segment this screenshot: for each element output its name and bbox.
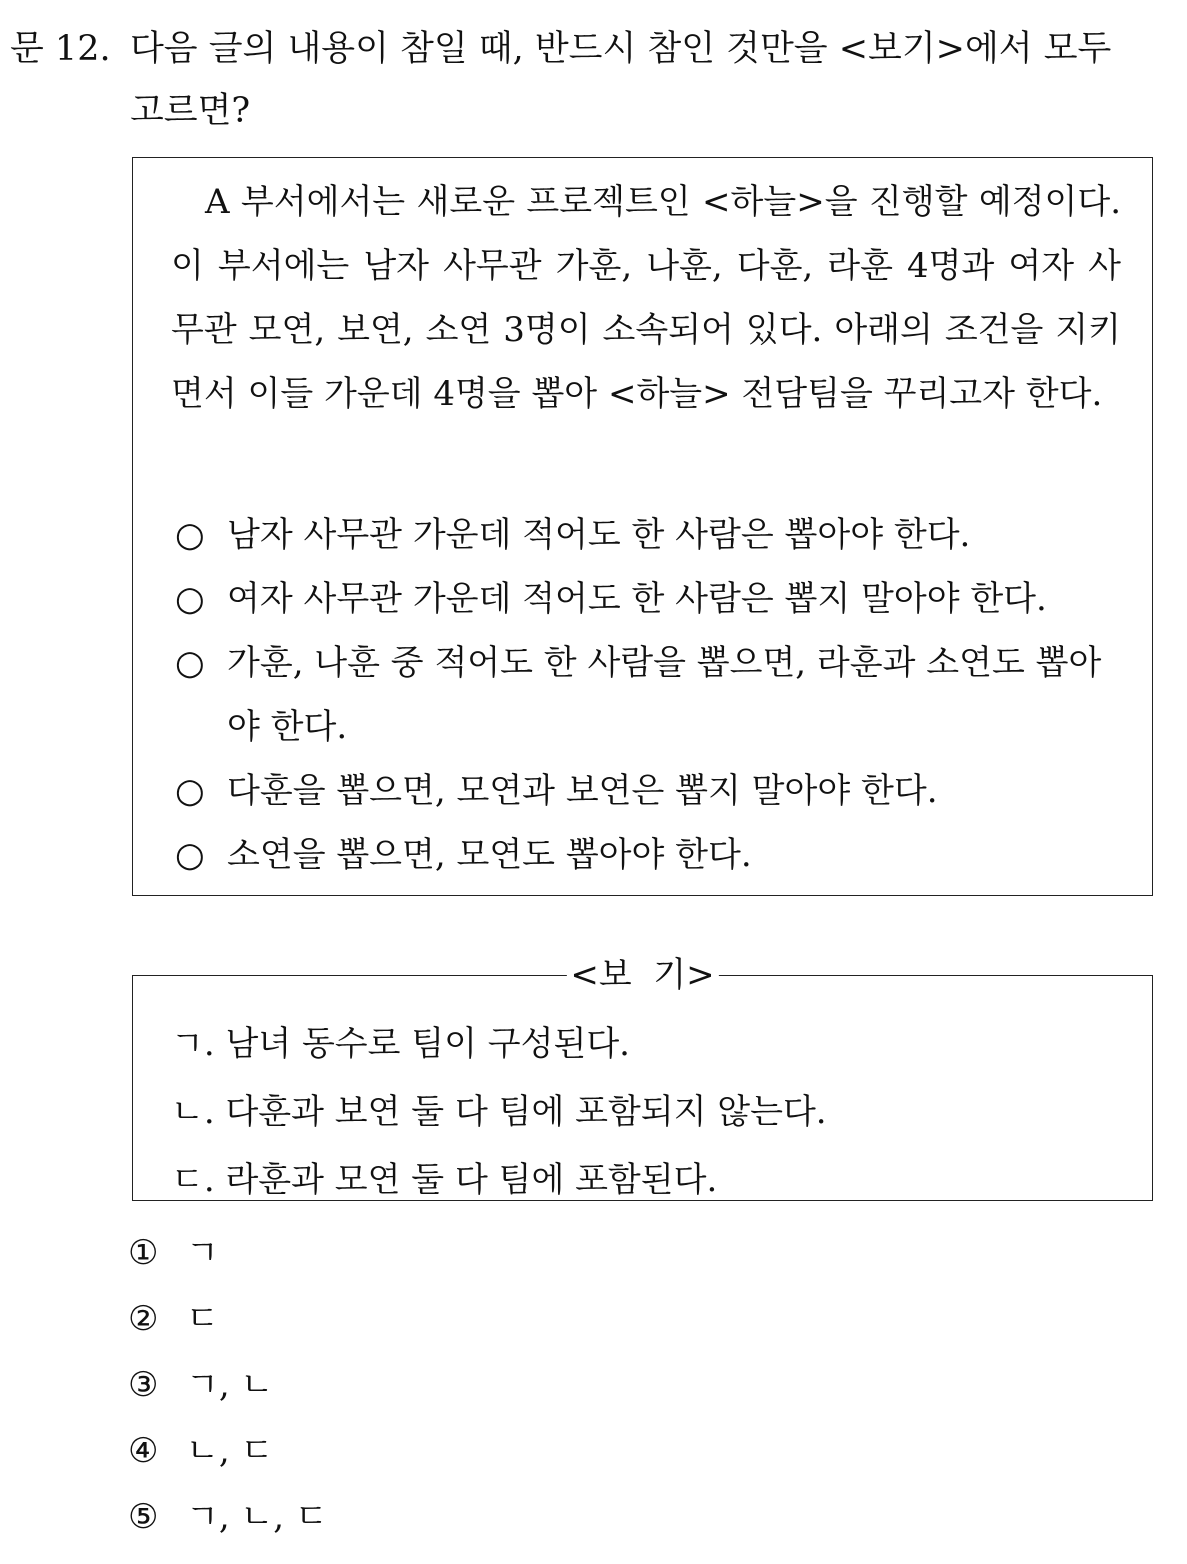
- condition-text: 가훈, 나훈 중 적어도 한 사람을 뽑으면, 라훈과 소연도 뽑아야 한다.: [227, 643, 1102, 747]
- choice-number: ③: [128, 1365, 159, 1405]
- passage-box: [132, 157, 1153, 896]
- choice-number: ②: [128, 1299, 159, 1339]
- answer-choice-2[interactable]: [128, 1286, 328, 1352]
- condition-item: [171, 759, 1131, 823]
- choice-number: ①: [128, 1233, 159, 1273]
- condition-list: [171, 503, 1131, 887]
- choice-text: ㄱ, ㄴ: [186, 1365, 274, 1405]
- bogi-item: ㄴ. 다훈과 보연 둘 다 팀에 포함되지 않는다.: [171, 1092, 827, 1132]
- circle-bullet-icon: ○: [175, 643, 205, 683]
- choice-number: ⑤: [128, 1497, 159, 1537]
- bogi-item: ㄷ. 라훈과 모연 둘 다 팀에 포함된다.: [171, 1160, 718, 1200]
- condition-item: [171, 503, 1131, 567]
- condition-item: [171, 567, 1131, 631]
- answer-choice-4[interactable]: [128, 1418, 328, 1484]
- bogi-title: <보 기>: [566, 950, 718, 1000]
- answer-choice-5[interactable]: [128, 1484, 328, 1550]
- bogi-list: [171, 1010, 827, 1214]
- question-number: 문 12.: [10, 29, 111, 69]
- answer-choices: [128, 1220, 328, 1550]
- choice-number: ④: [128, 1431, 159, 1471]
- circle-bullet-icon: ○: [175, 515, 205, 555]
- question-text-line2: 고르면?: [130, 91, 251, 131]
- choice-text: ㄱ, ㄴ, ㄷ: [186, 1497, 328, 1537]
- condition-text: 다훈을 뽑으면, 모연과 보연은 뽑지 말아야 한다.: [227, 771, 938, 811]
- passage-paragraph: A 부서에서는 새로운 프로젝트인 <하늘>을 진행할 예정이다. 이 부서에는 남자 사무관 가훈, 나훈, 다훈, 라훈 4명과 여자 사무관 모연, 보연, 소연 3명이 소속되어 있다. 아래의 조건을 지키면서 이들 가운데 4명을 뽑아 <하늘> 전담팀을 꾸리고자 한다.: [171, 182, 1121, 414]
- condition-item: [171, 631, 1131, 759]
- passage-text: [171, 170, 1121, 426]
- question-stem: [10, 18, 1170, 142]
- choice-text: ㄷ: [186, 1299, 219, 1339]
- condition-text: 여자 사무관 가운데 적어도 한 사람은 뽑지 말아야 한다.: [227, 579, 1047, 619]
- condition-item: [171, 823, 1131, 887]
- answer-choice-3[interactable]: [128, 1352, 328, 1418]
- bogi-box: [132, 955, 1153, 1201]
- answer-choice-1[interactable]: [128, 1220, 328, 1286]
- condition-text: 남자 사무관 가운데 적어도 한 사람은 뽑아야 한다.: [227, 515, 971, 555]
- circle-bullet-icon: ○: [175, 579, 205, 619]
- choice-text: ㄱ: [186, 1233, 219, 1273]
- circle-bullet-icon: ○: [175, 835, 205, 875]
- condition-text: 소연을 뽑으면, 모연도 뽑아야 한다.: [227, 835, 752, 875]
- circle-bullet-icon: ○: [175, 771, 205, 811]
- question-text-line1: 다음 글의 내용이 참일 때, 반드시 참인 것만을 <보기>에서 모두: [130, 29, 1112, 69]
- bogi-item: ㄱ. 남녀 동수로 팀이 구성된다.: [171, 1024, 630, 1064]
- choice-text: ㄴ, ㄷ: [186, 1431, 274, 1471]
